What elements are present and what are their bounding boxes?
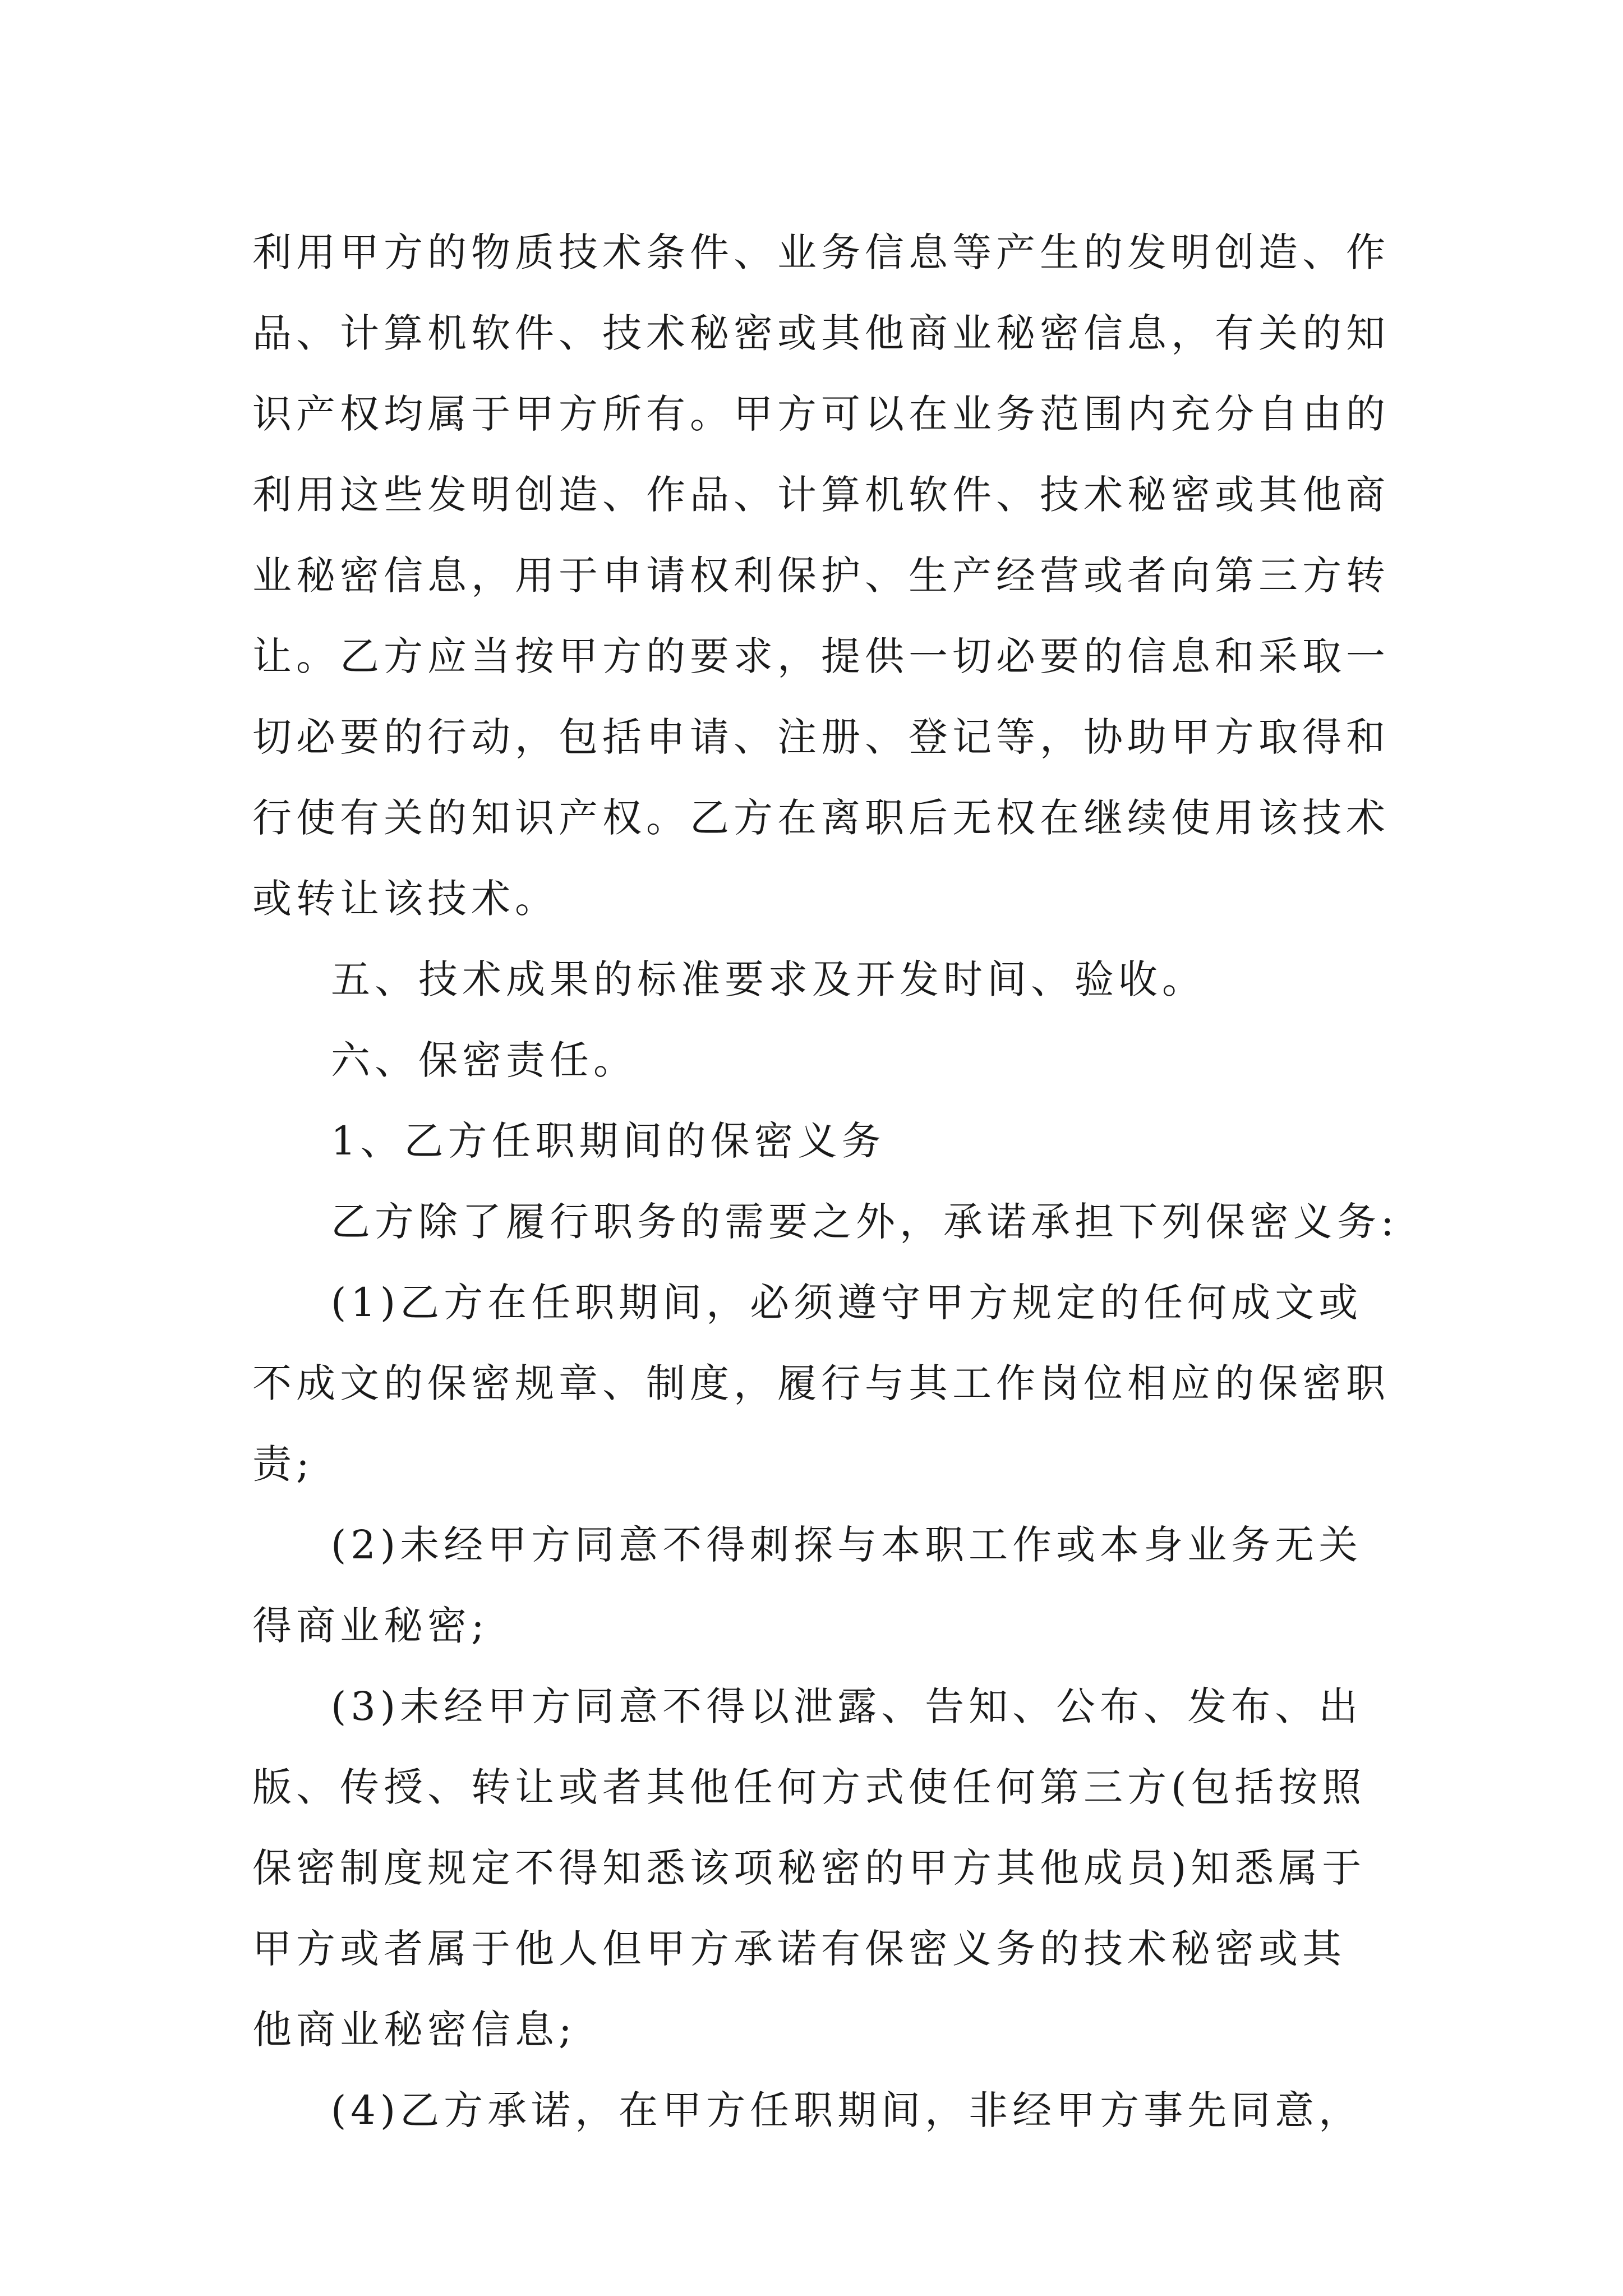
text-line: 品、计算机软件、技术秘密或其他商业秘密信息，有关的知 [252,310,1390,356]
text-line: 业秘密信息，用于申请权利保护、生产经营或者向第三方转 [252,553,1390,599]
text-line: 版、传授、转让或者其他任何方式使任何第三方(包括按照 [252,1764,1366,1810]
text-line: 不成文的保密规章、制度，履行与其工作岗位相应的保密职 [252,1360,1390,1406]
text-line: 行使有关的知识产权。乙方在离职后无权在继续使用该技术 [252,795,1390,841]
text-line: 责; [252,1441,314,1487]
text-line: 利用这些发明创造、作品、计算机软件、技术秘密或其他商 [252,472,1390,518]
text-line: 甲方或者属于他人但甲方承诺有保密义务的技术秘密或其 [252,1926,1346,1972]
text-line: 乙方除了履行职务的需要之外，承诺承担下列保密义务: [331,1199,1399,1245]
text-line: 利用甲方的物质技术条件、业务信息等产生的发明创造、作 [252,229,1390,275]
text-line: 切必要的行动，包括申请、注册、登记等，协助甲方取得和 [252,714,1390,760]
text-line: (4)乙方承诺，在甲方任职期间，非经甲方事先同意， [331,2087,1363,2133]
body-text [252,212,1399,2151]
text-line: 得商业秘密; [252,1603,489,1649]
text-line: (3)未经甲方同意不得以泄露、告知、公布、发布、出 [331,1683,1363,1729]
text-line: (1)乙方在任职期间，必须遵守甲方规定的任何成文或 [331,1280,1363,1326]
text-line: 1、乙方任职期间的保密义务 [331,1118,886,1164]
text-line: 他商业秘密信息; [252,2007,577,2053]
text-line: 六、保密责任。 [331,1037,637,1083]
text-line: (2)未经甲方同意不得刺探与本职工作或本身业务无关 [331,1522,1363,1568]
text-line: 保密制度规定不得知悉该项秘密的甲方其他成员)知悉属于 [252,1845,1366,1891]
text-line: 五、技术成果的标准要求及开发时间、验收。 [331,956,1206,1002]
text-line: 识产权均属于甲方所有。甲方可以在业务范围内充分自由的 [252,391,1390,437]
text-line: 让。乙方应当按甲方的要求，提供一切必要的信息和采取一 [252,633,1390,679]
text-line: 或转让该技术。 [252,876,559,922]
